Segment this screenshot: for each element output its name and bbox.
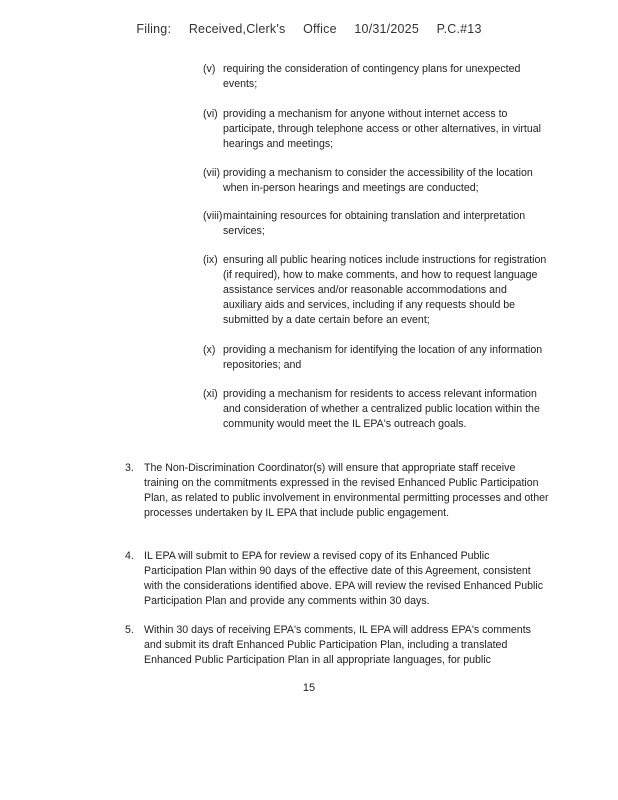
subitem-marker: (x) <box>203 344 216 356</box>
subitem-xi <box>203 387 548 432</box>
subitem-marker: (ix) <box>203 254 218 266</box>
item-marker: 5. <box>125 624 134 636</box>
subitem-text: ensuring all public hearing notices include instructions for registration (if required), how to make comments, and how to request language assistance services and/or reasonable accommodations and auxiliary aids and services, including if any requests should be submitted by a date certain before an event; <box>223 254 547 326</box>
subitem-marker: (viii) <box>203 210 223 222</box>
subitem-viii <box>203 209 548 239</box>
item-text: The Non-Discrimination Coordinator(s) will ensure that appropriate staff receive training on the commitments expressed in the revised Enhanced Public Participation Plan, as related to public involvement in environmental permitting processes and other processes undertaken by IL EPA that include public engagement. <box>144 462 549 519</box>
subitem-text: requiring the consideration of contingency plans for unexpected events; <box>223 63 521 90</box>
subitem-text: providing a mechanism for identifying the location of any information repositories; and <box>223 344 543 371</box>
pc-number: P.C.#13 <box>436 22 482 36</box>
item-text: Within 30 days of receiving EPA's comments, IL EPA will address EPA's comments and submit its draft Enhanced Public Participation Plan, including a translated Enhanced Public Participation Plan in all appropriate languages, for public <box>144 624 531 666</box>
office-label: Office <box>303 22 337 36</box>
received-label: Received,Clerk's <box>188 22 286 36</box>
filing-header <box>0 22 618 36</box>
page-number: 15 <box>302 682 316 694</box>
subitem-vii <box>203 166 548 196</box>
item-4 <box>125 549 550 609</box>
subitem-ix <box>203 253 548 328</box>
subitem-x <box>203 343 548 373</box>
subitem-marker: (xi) <box>203 388 218 400</box>
item-5 <box>125 623 550 668</box>
subitem-marker: (v) <box>203 63 216 75</box>
subitem-text: providing a mechanism for residents to access relevant information and consideration of whether a centralized public location within the community would meet the IL EPA's outreach goals. <box>223 388 540 430</box>
subitem-text: providing a mechanism for anyone without internet access to participate, through telephone access or other alternatives, in virtual hearings and meetings; <box>223 108 541 150</box>
subitem-text: providing a mechanism to consider the accessibility of the location when in-person hearings and meetings are conducted; <box>223 167 533 194</box>
subitem-marker: (vii) <box>203 167 221 179</box>
subitem-v <box>203 62 548 92</box>
filing-label: Filing: <box>136 22 172 36</box>
subitem-marker: (vi) <box>203 108 218 120</box>
item-3 <box>125 461 550 521</box>
subitem-text: maintaining resources for obtaining translation and interpretation services; <box>223 210 526 237</box>
item-text: IL EPA will submit to EPA for review a revised copy of its Enhanced Public Participation Plan within 90 days of the effective date of this Agreement, consistent with the considerations identified above. EPA will review the revised Enhanced Public Participation Plan and provide any comments within 30 days. <box>144 550 544 607</box>
item-marker: 4. <box>125 550 134 562</box>
filing-date: 10/31/2025 <box>354 22 419 36</box>
item-marker: 3. <box>125 462 134 474</box>
subitem-vi <box>203 107 548 152</box>
